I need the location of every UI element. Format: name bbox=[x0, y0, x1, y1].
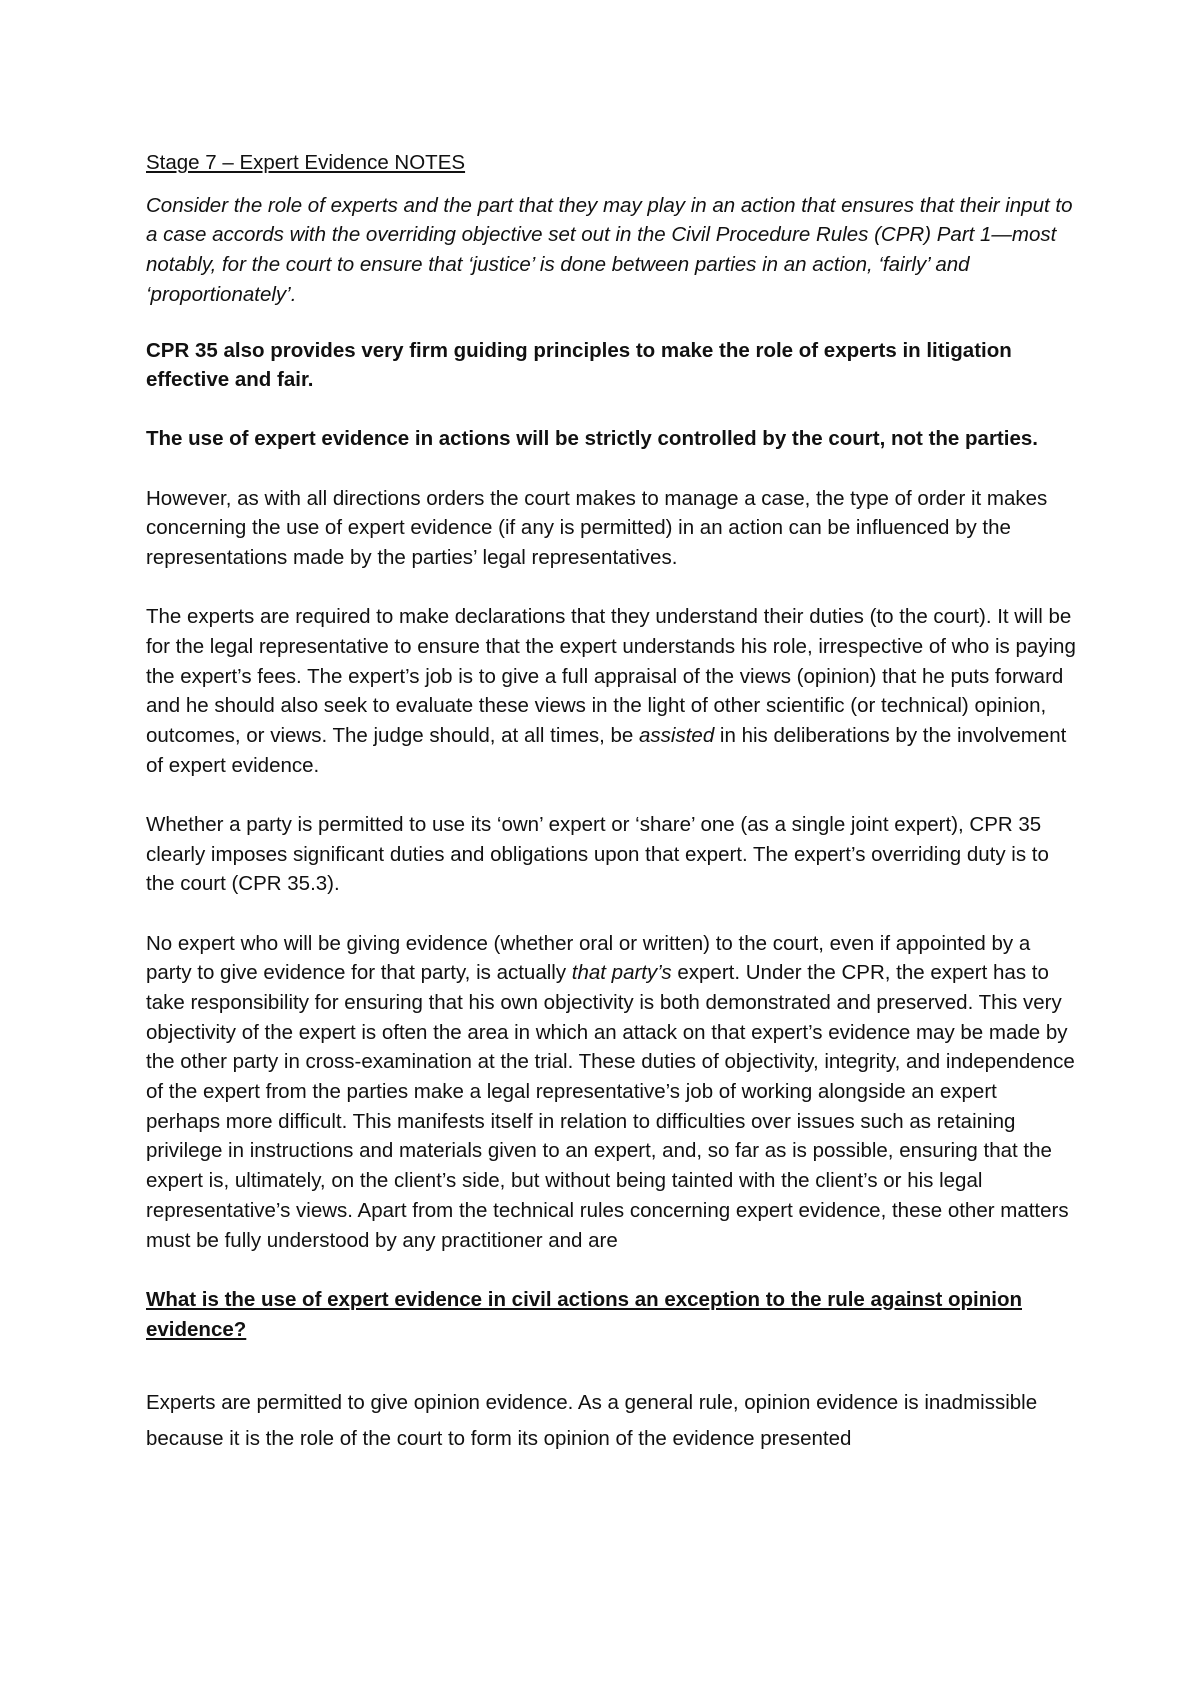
paragraph-text: No expert who will be giving evidence (whether oral or written) to the court, even if appointed by a party to give evidence for that party, is actually bbox=[146, 931, 1031, 985]
emphasis-text: assisted bbox=[639, 724, 715, 748]
cpr35-principles-paragraph: CPR 35 also provides very firm guiding principles to make the role of experts in litigation effective and fair. bbox=[146, 338, 1012, 392]
emphasis-text: that party’s bbox=[571, 961, 672, 985]
court-control-paragraph: The use of expert evidence in actions will be strictly controlled by the court, not the parties. bbox=[146, 427, 1038, 451]
document-title: Stage 7 – Expert Evidence NOTES bbox=[146, 151, 466, 174]
expert-declarations-paragraph bbox=[146, 602, 1076, 780]
opinion-evidence-paragraph: Experts are permitted to give opinion evidence. As a general rule, opinion evidence is inadmissible because it is the role of the court to form its opinion of the evidence presented bbox=[146, 1391, 1038, 1451]
expert-objectivity-paragraph bbox=[146, 929, 1076, 1256]
paragraph-text: The experts are required to make declarations that they understand their duties (to the court). It will be for the legal representative to ensure that the expert understands his role, irrespective of who is paying the expert’s fees. The expert’s job is to give a full appraisal of the views (opinion) that he puts forward and he should also seek to evaluate these views in the light of other scientific (or technical) opinion, outcomes, or views. The judge should, at all times, be bbox=[146, 605, 1076, 748]
paragraph-text: in his deliberations by the involvement of expert evidence. bbox=[146, 724, 1067, 777]
expert-duties-paragraph: Whether a party is permitted to use its ‘own’ expert or ‘share’ one (as a single joint expert), CPR 35 clearly imposes significant duties and obligations upon that expert. The expert’s overriding duty is to the court (CPR 35.3). bbox=[146, 812, 1049, 896]
directions-orders-paragraph: However, as with all directions orders the court makes to manage a case, the type of order it makes concerning the use of expert evidence (if any is permitted) in an action can be influenced by the representations made by the parties’ legal representatives. bbox=[146, 486, 1048, 570]
document-body bbox=[146, 148, 1076, 1487]
intro-paragraph: Consider the role of experts and the part that they may play in an action that ensures that their input to a case accords with the overriding objective set out in the Civil Procedure Rules (CPR) Part 1—most notably, for the court to ensure that ‘justice’ is done between parties in an action, ‘fairly’ and ‘proportionately’. bbox=[146, 193, 1073, 306]
paragraph-text: expert. Under the CPR, the expert has to take responsibility for ensuring that his own objectivity is both demonstrated and preserved. This very objectivity of the expert is often the area in which an attack on that expert’s evidence may be made by the other party in cross-examination at the trial. These duties of objectivity, integrity, and independence of the expert from the parties make a legal representative’s job of working alongside an expert perhaps more difficult. This manifests itself in relation to difficulties over issues such as retaining privilege in instructions and materials given to an expert, and, so far as is possible, ensuring that the expert is, ultimately, on the client’s side, but without being tainted with the client’s or his legal representative’s views. Apart from the technical rules concerning expert evidence, these other matters must be fully understood by any practitioner and are bbox=[146, 961, 1075, 1252]
question-heading: What is the use of expert evidence in civil actions an exception to the rule against opinion evidence? bbox=[146, 1287, 1022, 1341]
